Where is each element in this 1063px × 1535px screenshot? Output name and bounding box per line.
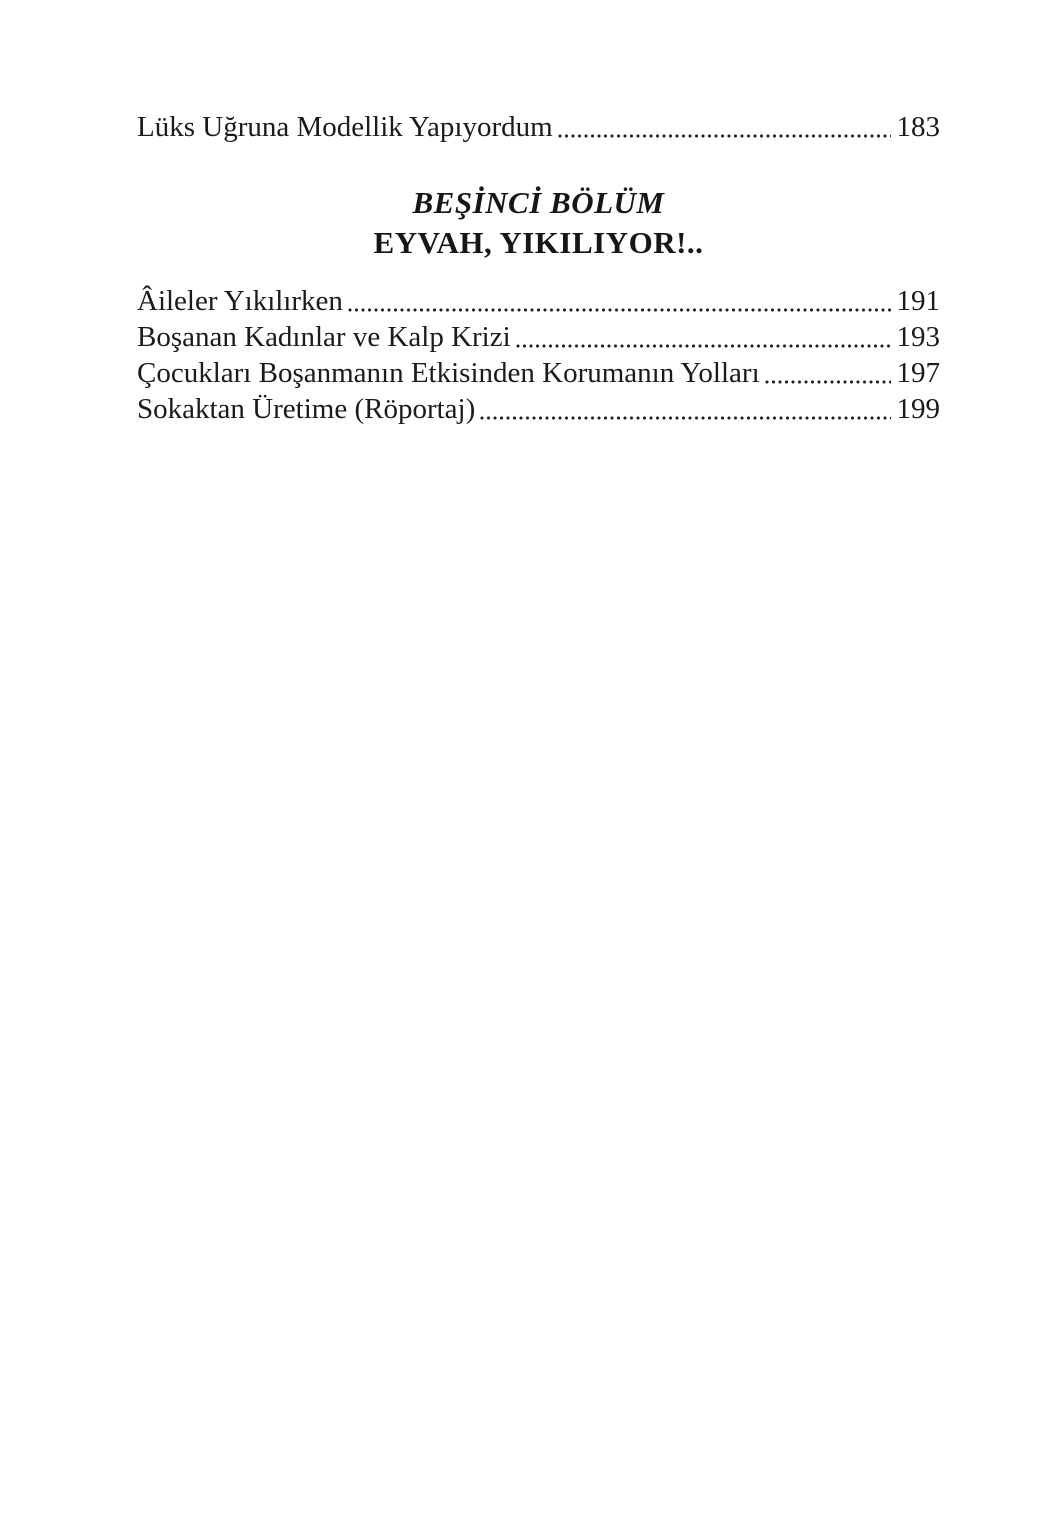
dot-leader: [348, 308, 891, 312]
section-heading-title: EYVAH, YIKILIYOR!..: [373, 225, 704, 260]
toc-entry-title: Çocukları Boşanmanın Etkisinden Korumanın Yolları: [137, 357, 760, 389]
dot-leader: [516, 344, 891, 348]
toc-entry: [137, 355, 940, 391]
toc-entry-title: Âileler Yıkılırken: [137, 285, 343, 317]
toc-entry: [137, 391, 940, 427]
dot-leader: [558, 134, 891, 138]
toc-entry-page: 199: [896, 393, 940, 425]
toc-entry-title: Sokaktan Üretime (Röportaj): [137, 393, 476, 425]
section-heading-chapter: BEŞİNCİ BÖLÜM: [412, 185, 665, 220]
dot-leader: [765, 380, 891, 384]
section-heading: [137, 183, 940, 263]
toc-entry-page: 197: [896, 357, 940, 389]
toc-entry-title: Lüks Uğruna Modellik Yapıyordum: [137, 111, 553, 143]
toc-entry: [137, 283, 940, 319]
toc-entry-page: 193: [896, 321, 940, 353]
toc-content: [137, 109, 940, 427]
toc-entry-page: 191: [896, 285, 940, 317]
dot-leader: [480, 416, 890, 420]
toc-entry-page: 183: [896, 111, 940, 143]
toc-entry-title: Boşanan Kadınlar ve Kalp Krizi: [137, 321, 511, 353]
toc-entry: [137, 319, 940, 355]
toc-entry: [137, 109, 940, 145]
